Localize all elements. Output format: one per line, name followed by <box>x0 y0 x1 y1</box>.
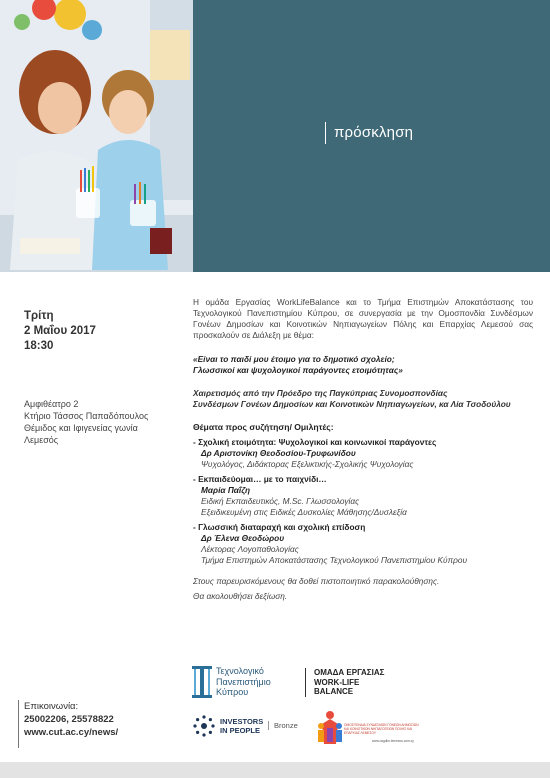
tut-logo <box>192 666 302 700</box>
venue-line: Κτήριο Τάσσος Παπαδόπουλος <box>24 411 149 421</box>
contact-info <box>24 700 118 739</box>
venue-line: Λεμεσός <box>24 435 59 445</box>
hero-photo <box>0 0 193 272</box>
speaker-detail: Τμήμα Επιστημών Αποκατάστασης Τεχνολογικού Πανεπιστημίου Κύπρου <box>201 555 468 565</box>
event-time: 18:30 <box>24 340 54 352</box>
speaker-detail: Λέκτορας Λογοπαθολογίας <box>201 544 299 554</box>
lecture-title-line: «Είναι το παιδί μου έτοιμο για το δημοτικό σχολείο; <box>193 354 395 364</box>
invitation-label: πρόσκληση <box>325 122 413 144</box>
tut-mark-icon <box>192 666 212 698</box>
event-datetime <box>24 309 96 354</box>
topics-heading: Θέματα προς συζήτηση/ Ομιλητές: <box>193 422 334 432</box>
reception-note: Θα ακολουθήσει δεξίωση. <box>193 591 288 601</box>
tut-name-line: Τεχνολογικό <box>216 666 264 676</box>
footer-bar <box>0 762 550 778</box>
iip-name <box>220 717 263 735</box>
family-icon <box>316 710 344 746</box>
investors-in-people-logo <box>193 712 303 742</box>
speaker-name: Μαρία Παΐζη <box>201 485 251 495</box>
speaker-detail: Ειδική Εκπαιδευτικός, M.Sc. Γλωσσολογίας <box>201 496 360 506</box>
wlb-line: BALANCE <box>314 687 354 696</box>
lecture-title <box>193 354 533 376</box>
topic-title: - Εκπαιδεύομαι… με το παιχνίδι… <box>193 474 327 484</box>
wlb-line: ΟΜΑΔΑ ΕΡΓΑΣΙΑΣ <box>314 668 385 677</box>
venue-line: Θέμιδος και Ιφιγενείας γωνία <box>24 423 138 433</box>
tut-name <box>216 666 271 698</box>
speaker-name: Δρ Αριστονίκη Θεοδοσίου-Τρυφωνίδου <box>201 448 356 458</box>
iip-line: IN PEOPLE <box>220 726 261 735</box>
speaker-detail: Εξειδικευμένη στις Ειδικές Δυσκολίες Μάθησης/Δυσλεξία <box>201 507 407 517</box>
greeting <box>193 388 533 410</box>
intro-paragraph: Η ομάδα Εργασίας WorkLifeBalance και το Τμήμα Επιστημών Αποκατάστασης του Τεχνολογικού Πανεπιστημίου Κύπρου, σε συνεργασία με την Ομοσπονδία Συνδέσμων Γονέων Δημοσίων και Κοινοτικών Νηπιαγωγείων Πόλης και Επαρχίας Λεμεσού σας προσκαλούν σε Διάλεξη με θέμα: <box>193 297 533 340</box>
federation-logo <box>316 708 426 748</box>
contact-phones: 25002206, 25578822 <box>24 714 114 725</box>
contact-label: Επικοινωνία: <box>24 701 79 712</box>
lecture-title-line: Γλωσσικοί και ψυχολογικοί παράγοντες ετοιμότητας» <box>193 365 403 375</box>
contact-url[interactable]: www.cut.ac.cy/news/ <box>24 727 119 738</box>
greeting-line: Χαιρετισμός από την Πρόεδρο της Παγκύπριας Συνομοσπονδίας <box>193 388 448 398</box>
federation-url: www.osgdkn-lemesos.com.cy <box>372 739 414 743</box>
iip-dots-icon <box>193 715 215 737</box>
speaker-name: Δρ Έλενα Θεοδώρου <box>201 533 285 543</box>
wlb-line: WORK-LIFE <box>314 677 360 687</box>
greeting-line: Συνδέσμων Γονέων Δημοσίων και Κοινοτικών Νηπιαγωγείων, κα Λία Τσοδούλου <box>193 399 511 409</box>
wlb-logo <box>305 668 384 697</box>
tut-name-line: Πανεπιστήμιο <box>216 676 271 687</box>
certificate-note: Στους παρευρισκόμενους θα δοθεί πιστοποιητικό παρακολούθησης. <box>193 576 440 586</box>
topic-item <box>193 522 533 566</box>
photo-illustration <box>0 0 193 272</box>
topic-item <box>193 474 533 518</box>
topic-title: - Γλωσσική διαταραχή και σχολική επίδοση <box>193 522 366 532</box>
contact-divider <box>18 700 19 748</box>
topic-title: - Σχολική ετοιμότητα: Ψυχολογικοί και κοινωνικοί παράγοντες <box>193 437 437 447</box>
tut-name-line: Κύπρου <box>216 687 249 697</box>
event-day: Τρίτη <box>24 310 54 322</box>
federation-name: ΟΜΟΣΠΟΝΔΙΑ ΣΥΝΔΕΣΜΩΝ ΓΟΝΕΩΝ ΔΗΜΟΣΙΩΝ ΚΑΙ ΚΟΙΝΟΤΙΚΩΝ ΝΗΠΙΑΓΩΓΕΙΩΝ ΠΟΛΗΣ ΚΑΙ ΕΠΑΡΧΙΑΣ ΛΕΜΕΣΟΥ <box>344 723 419 735</box>
venue-line: Αμφιθέατρο 2 <box>24 399 79 409</box>
topic-item <box>193 437 533 470</box>
event-date: 2 Μαΐου 2017 <box>24 325 96 337</box>
event-venue <box>24 398 148 446</box>
speaker-detail: Ψυχολόγος, Διδάκτορας Εξελικτικής-Σχολικής Ψυχολογίας <box>201 459 414 469</box>
iip-level: Bronze <box>268 721 298 730</box>
iip-line: INVESTORS <box>220 717 264 726</box>
main-content <box>193 297 533 602</box>
